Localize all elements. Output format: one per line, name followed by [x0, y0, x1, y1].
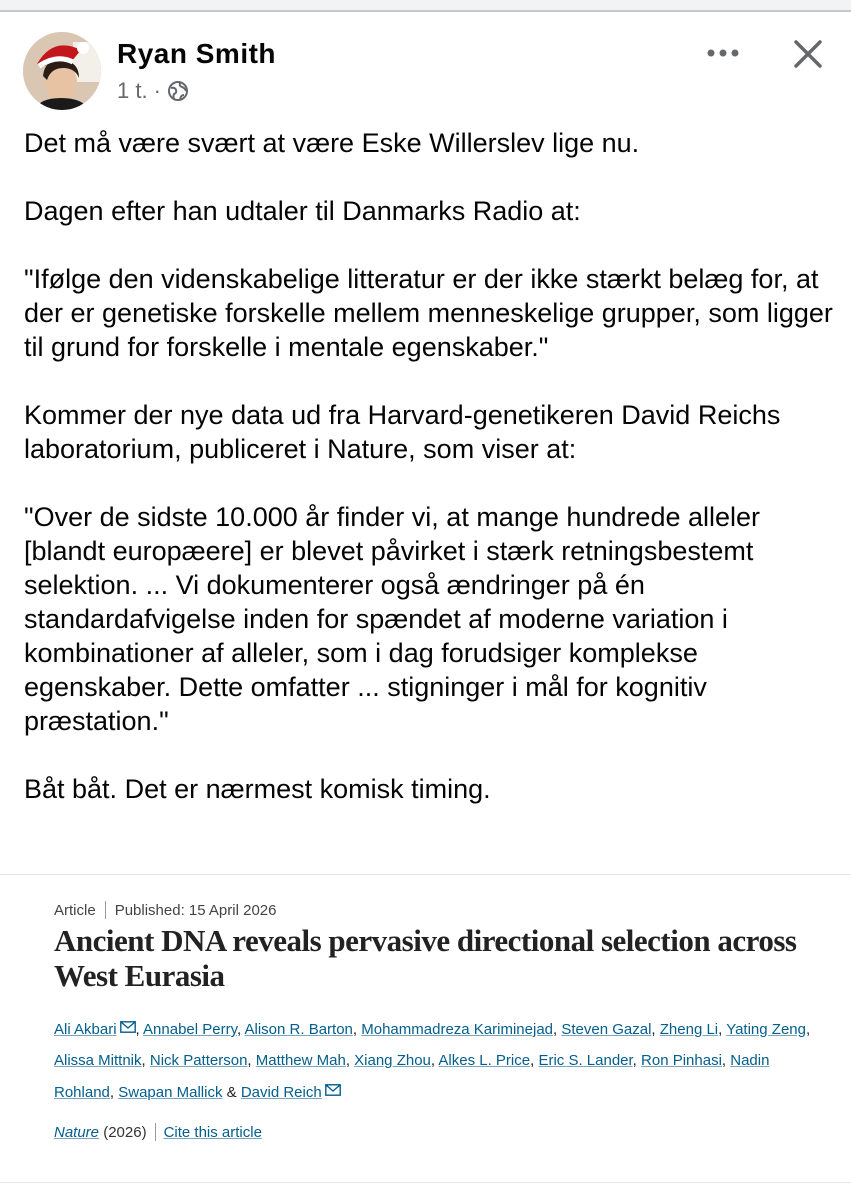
author-link[interactable]: Swapan Mallick: [118, 1084, 223, 1101]
ampersand: &: [226, 1084, 237, 1101]
author-link[interactable]: Nadin Rohland: [54, 1052, 770, 1101]
author-list: Ali Akbari , Annabel Perry, Alison R. Barton, Mohammadreza Kariminejad, Steven Gazal, Zheng Li, Yating Zeng, Alissa Mittnik, Nick Patterson, Matthew Mah, Xiang Zhou, Alkes L. Price, Eric S. Lander, Ron Pinhasi, Nadin Rohland, Swapan Mallick & David Reich: [54, 1013, 824, 1108]
globe-icon[interactable]: [167, 80, 189, 102]
author-link[interactable]: Annabel Perry: [143, 1021, 237, 1038]
author-link[interactable]: Mohammadreza Kariminejad: [361, 1021, 553, 1038]
author-link[interactable]: Xiang Zhou: [354, 1052, 431, 1069]
post-text: [24, 126, 839, 840]
post-paragraph: Dagen efter han udtaler til Danmarks Radio at:: [24, 196, 581, 226]
top-bar: [0, 0, 851, 12]
meta-separator: ·: [153, 78, 161, 103]
article-type: Article: [54, 901, 96, 919]
post-paragraph: Båt båt. Det er nærmest komisk timing.: [24, 774, 491, 804]
journal-link[interactable]: Nature: [54, 1123, 100, 1141]
meta-divider: [155, 1123, 156, 1141]
author-link[interactable]: Ali Akbari: [54, 1021, 117, 1038]
meta-divider: [105, 901, 106, 919]
author-link[interactable]: Steven Gazal: [561, 1021, 652, 1038]
author-link[interactable]: Alkes L. Price: [438, 1052, 531, 1069]
author-name[interactable]: Ryan Smith: [117, 38, 277, 69]
post-paragraph: Det må være svært at være Eske Willerslev lige nu.: [24, 128, 640, 158]
author-link[interactable]: Yating Zeng: [726, 1021, 806, 1038]
more-options-icon[interactable]: [703, 38, 747, 68]
article-title[interactable]: Ancient DNA reveals pervasive directional selection across West Eurasia: [54, 923, 797, 993]
author-link[interactable]: Alison R. Barton: [244, 1021, 353, 1038]
post-paragraph: "Over de sidste 10.000 år finder vi, at mange hundrede alleler [blandt europæere] er blevet påvirket i stærk retningsbestemt selektion. ... Vi dokumenterer også ændringer på én standardafvigelse inden for spændet af moderne variation i kombinationer af alleler, som i dag forudsiger komplekse egenskaber. Dette omfatter ... stigninger i mål for kognitiv præstation.": [24, 502, 761, 736]
article-preview[interactable]: [0, 877, 851, 1177]
post-meta: [117, 78, 189, 104]
author-link[interactable]: Matthew Mah: [255, 1052, 346, 1069]
post-time[interactable]: 1 t.: [117, 78, 148, 103]
article-published: Published: 15 April 2026: [114, 901, 277, 919]
article-meta: [54, 901, 276, 919]
post-paragraph: "Ifølge den videnskabelige litteratur er der ikke stærkt belæg for, at der er genetiske forskelle mellem menneskelige grupper, som ligger til grund for forskelle i mentale egenskaber.": [24, 264, 833, 362]
author-link[interactable]: Zheng Li: [659, 1021, 719, 1038]
post-paragraph: Kommer der nye data ud fra Harvard-genetikeren David Reichs laboratorium, publiceret i Nature, som viser at:: [24, 400, 781, 464]
author-link[interactable]: Ron Pinhasi: [641, 1052, 722, 1069]
divider: [0, 874, 851, 875]
mail-icon[interactable]: [325, 1076, 341, 1088]
author-link[interactable]: David Reich: [240, 1084, 322, 1101]
divider: [0, 1182, 851, 1183]
close-icon[interactable]: [788, 34, 828, 74]
cite-link[interactable]: Cite this article: [163, 1123, 262, 1141]
avatar[interactable]: [23, 32, 101, 110]
author-link[interactable]: Nick Patterson: [149, 1052, 248, 1069]
journal-year: (2026): [103, 1123, 147, 1141]
mail-icon[interactable]: [120, 1013, 136, 1025]
journal-line: [54, 1123, 262, 1141]
author-link[interactable]: Alissa Mittnik: [54, 1052, 142, 1069]
author-link[interactable]: Eric S. Lander: [538, 1052, 633, 1069]
